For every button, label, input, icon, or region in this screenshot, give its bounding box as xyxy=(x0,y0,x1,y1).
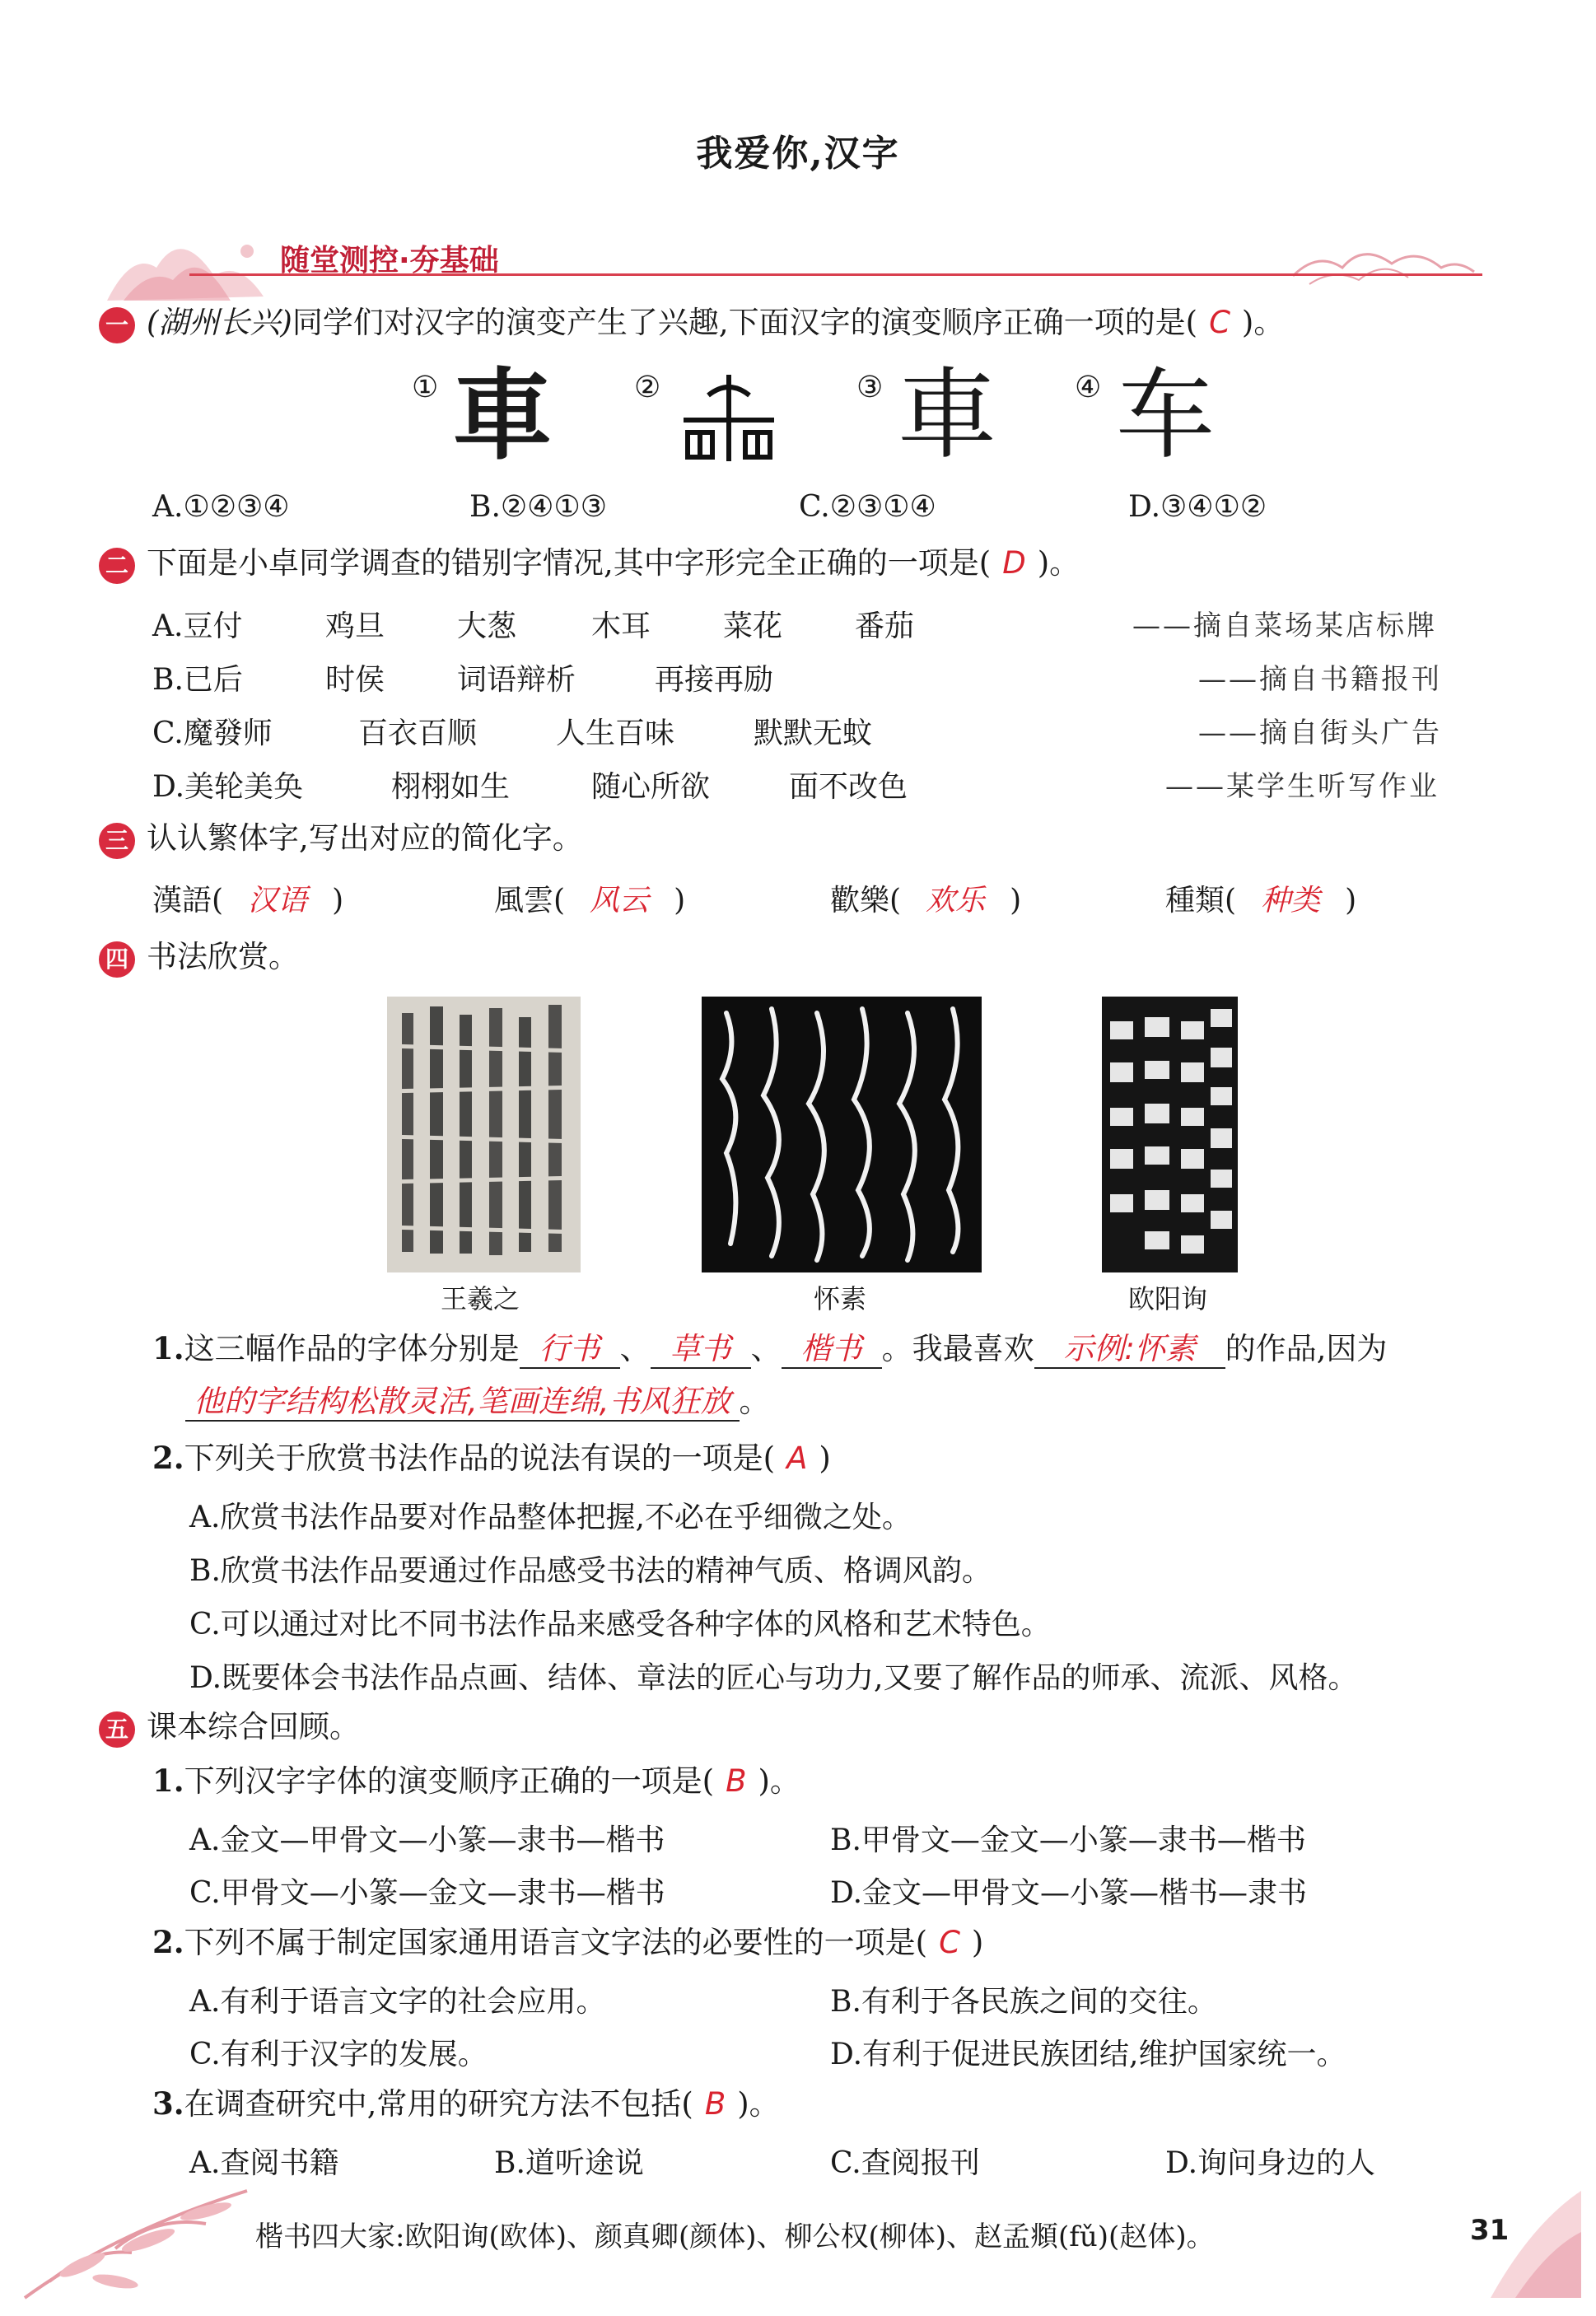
question-tail: )。 xyxy=(1241,305,1285,340)
question-number: 五 xyxy=(99,1711,135,1748)
text: 。我最喜欢 xyxy=(881,1331,1034,1366)
q4-sub1-reason xyxy=(185,1384,770,1422)
sub-label: 2. xyxy=(152,1440,184,1476)
row-word: 菜花 xyxy=(723,609,783,643)
text: 下列汉字字体的演变顺序正确的一项是( xyxy=(184,1763,715,1799)
text: 这三幅作品的字体分别是 xyxy=(184,1331,520,1366)
q4-sub1 xyxy=(152,1330,1387,1369)
row-word: 面不改色 xyxy=(789,770,908,804)
row-source: ——摘自书籍报刊 xyxy=(1198,663,1442,696)
option-c: C.有利于汉字的发展。 xyxy=(189,2038,488,2071)
option-a: A.金文—甲骨文—小篆—隶书—楷书 xyxy=(189,1823,665,1857)
trad-item-3 xyxy=(830,877,1021,919)
row-d-label: D.美轮美奂 xyxy=(152,770,304,804)
question-2 xyxy=(99,545,1080,584)
answer: 汉语 xyxy=(248,884,308,918)
glyph-char: 车 xyxy=(1116,358,1215,473)
answer: B xyxy=(726,1763,747,1799)
option-b: B.②④①③ xyxy=(469,490,607,524)
row-word: 时侯 xyxy=(325,663,385,697)
option-d: D.金文—甲骨文—小篆—楷书—隶书 xyxy=(830,1876,1308,1910)
answer-blank: 楷书 xyxy=(782,1331,882,1369)
question-number: 三 xyxy=(99,823,135,859)
oracle-chariot-glyph xyxy=(675,362,782,469)
paren: ) xyxy=(674,884,686,918)
calligraphy-image-huaisu xyxy=(702,997,982,1272)
row-a-label: A.豆付 xyxy=(152,609,243,643)
trad-chars: 風雲( xyxy=(494,884,566,918)
q5-sub3 xyxy=(152,2085,780,2122)
footer-note: 楷书四大家:欧阳询(欧体)、颜真卿(颜体)、柳公权(柳体)、赵孟頫(fǔ)(赵体)。 xyxy=(255,2220,1215,2253)
row-word: 百衣百顺 xyxy=(358,717,478,750)
row-word: 词语辩析 xyxy=(457,663,576,697)
answer: 种类 xyxy=(1261,884,1321,918)
option-c: C.②③①④ xyxy=(799,490,936,524)
answer: C xyxy=(939,1925,960,1960)
option-d: D.询问身边的人 xyxy=(1165,2146,1376,2180)
trad-chars: 歡樂( xyxy=(830,884,902,918)
marker: ② xyxy=(634,371,661,404)
glyph-char: 車 xyxy=(898,358,996,473)
question-number: 四 xyxy=(99,941,135,978)
answer-blank: 行书 xyxy=(520,1331,620,1369)
option-c: C.可以通过对比不同书法作品来感受各种字体的风格和艺术特色。 xyxy=(189,1608,1051,1641)
q4-sub2 xyxy=(152,1440,831,1477)
option-a: A.有利于语言文字的社会应用。 xyxy=(189,1985,606,2019)
text: ) xyxy=(819,1440,831,1476)
question-4 xyxy=(99,939,299,978)
text: 的作品,因为 xyxy=(1225,1331,1388,1366)
row-word: 人生百味 xyxy=(556,717,675,750)
answer: C xyxy=(1209,305,1230,340)
trad-chars: 種類( xyxy=(1165,884,1237,918)
text: 下列关于欣赏书法作品的说法有误的一项是( xyxy=(184,1440,776,1476)
option-c: C.查阅报刊 xyxy=(830,2146,980,2180)
option-b: B.道听途说 xyxy=(494,2146,644,2180)
text: 。 xyxy=(739,1384,770,1419)
answer: D xyxy=(1002,545,1026,581)
answer: 风云 xyxy=(590,884,650,918)
question-3 xyxy=(99,820,583,859)
text: )。 xyxy=(737,2086,780,2122)
question-number: 二 xyxy=(99,548,135,584)
question-text: 课本综合回顾。 xyxy=(147,1709,360,1744)
separator: 、 xyxy=(619,1331,651,1366)
separator: 、 xyxy=(750,1331,782,1366)
paren: ) xyxy=(1010,884,1022,918)
question-region: (湖州长兴) xyxy=(147,305,292,340)
caption-huaisu: 怀素 xyxy=(814,1283,867,1314)
section-header xyxy=(99,222,1482,288)
option-c: C.甲骨文—小篆—金文—隶书—楷书 xyxy=(189,1876,665,1910)
caption-wangxizhi: 王羲之 xyxy=(441,1283,520,1314)
marker: ① xyxy=(412,371,439,404)
option-a: A.查阅书籍 xyxy=(189,2146,339,2180)
answer: B xyxy=(704,2086,726,2122)
answer-blank: 草书 xyxy=(651,1331,751,1369)
text: 下列不属于制定国家通用语言文字法的必要性的一项是( xyxy=(184,1925,928,1960)
option-b: B.欣赏书法作品要通过作品感受书法的精神气质、格调风韵。 xyxy=(189,1554,992,1588)
row-source: ——某学生听写作业 xyxy=(1165,770,1440,803)
section-label: 随堂测控·夯基础 xyxy=(280,244,499,278)
row-word: 木耳 xyxy=(591,609,651,643)
option-a: A.欣赏书法作品要对作品整体把握,不必在乎细微之处。 xyxy=(189,1501,912,1534)
answer-blank: 示例:怀素 xyxy=(1034,1331,1225,1369)
row-source: ——摘自街头广告 xyxy=(1198,717,1442,749)
row-word: 默默无蚊 xyxy=(754,717,873,750)
text: )。 xyxy=(758,1763,800,1799)
row-b-label: B.已后 xyxy=(152,663,243,697)
q5-sub2 xyxy=(152,1924,983,1961)
question-text: 认认繁体字,写出对应的简化字。 xyxy=(147,820,583,856)
page-number: 31 xyxy=(1470,2214,1510,2247)
answer: 欢乐 xyxy=(926,884,986,918)
row-word: 番茄 xyxy=(855,609,915,643)
caption-ouyangxun: 欧阳询 xyxy=(1128,1283,1208,1314)
bamboo-ornament xyxy=(16,2158,255,2306)
sub-label: 2. xyxy=(152,1924,184,1960)
question-text: 书法欣赏。 xyxy=(147,939,299,974)
answer: A xyxy=(786,1440,808,1476)
answer-blank: 他的字结构松散灵活,笔画连绵,书风狂放 xyxy=(185,1384,740,1422)
question-text: 同学们对汉字的演变产生了兴趣,下面汉字的演变顺序正确一项的是( xyxy=(292,305,1198,340)
row-word: 栩栩如生 xyxy=(391,770,511,804)
row-word: 大葱 xyxy=(457,609,517,643)
option-d: D.有利于促进民族团结,维护国家统一。 xyxy=(830,2038,1346,2071)
question-number: 一 xyxy=(99,307,135,343)
calligraphy-image-wangxizhi xyxy=(387,997,581,1272)
row-word: 再接再励 xyxy=(655,663,774,697)
marker: ③ xyxy=(856,371,884,404)
page-title: 我爱你,汉字 xyxy=(696,133,900,175)
option-a: A.①②③④ xyxy=(152,490,290,524)
row-c-label: C.魔發师 xyxy=(152,717,273,750)
marker: ④ xyxy=(1075,371,1102,404)
row-word: 随心所欲 xyxy=(591,770,711,804)
sub-label: 3. xyxy=(152,2085,184,2122)
sub-label: 1. xyxy=(152,1763,184,1799)
glyph-char: 車 xyxy=(453,357,552,474)
question-text: 下面是小卓同学调查的错别字情况,其中字形完全正确的一项是( xyxy=(147,545,992,581)
trad-item-2 xyxy=(494,877,685,919)
text: ) xyxy=(971,1925,984,1960)
question-1 xyxy=(99,305,1284,343)
sub-label: 1. xyxy=(152,1330,184,1366)
option-d: D.③④①② xyxy=(1128,490,1267,524)
question-5 xyxy=(99,1709,360,1748)
trad-item-1 xyxy=(152,877,343,919)
row-word: 鸡旦 xyxy=(325,609,385,643)
paren: ) xyxy=(1345,884,1357,918)
option-b: B.有利于各民族之间的交往。 xyxy=(830,1985,1217,2019)
paren: ) xyxy=(332,884,344,918)
trad-item-4 xyxy=(1165,877,1356,919)
text: 在调查研究中,常用的研究方法不包括( xyxy=(184,2086,693,2122)
trad-chars: 漢語( xyxy=(152,884,224,918)
option-b: B.甲骨文—金文—小篆—隶书—楷书 xyxy=(830,1823,1306,1857)
row-source: ——摘自菜场某店标牌 xyxy=(1132,609,1437,642)
calligraphy-image-ouyangxun xyxy=(1102,997,1238,1272)
question-tail: )。 xyxy=(1037,545,1080,581)
option-d: D.既要体会书法作品点画、结体、章法的匠心与功力,又要了解作品的师承、流派、风格。 xyxy=(189,1661,1358,1695)
q5-sub1 xyxy=(152,1763,800,1800)
